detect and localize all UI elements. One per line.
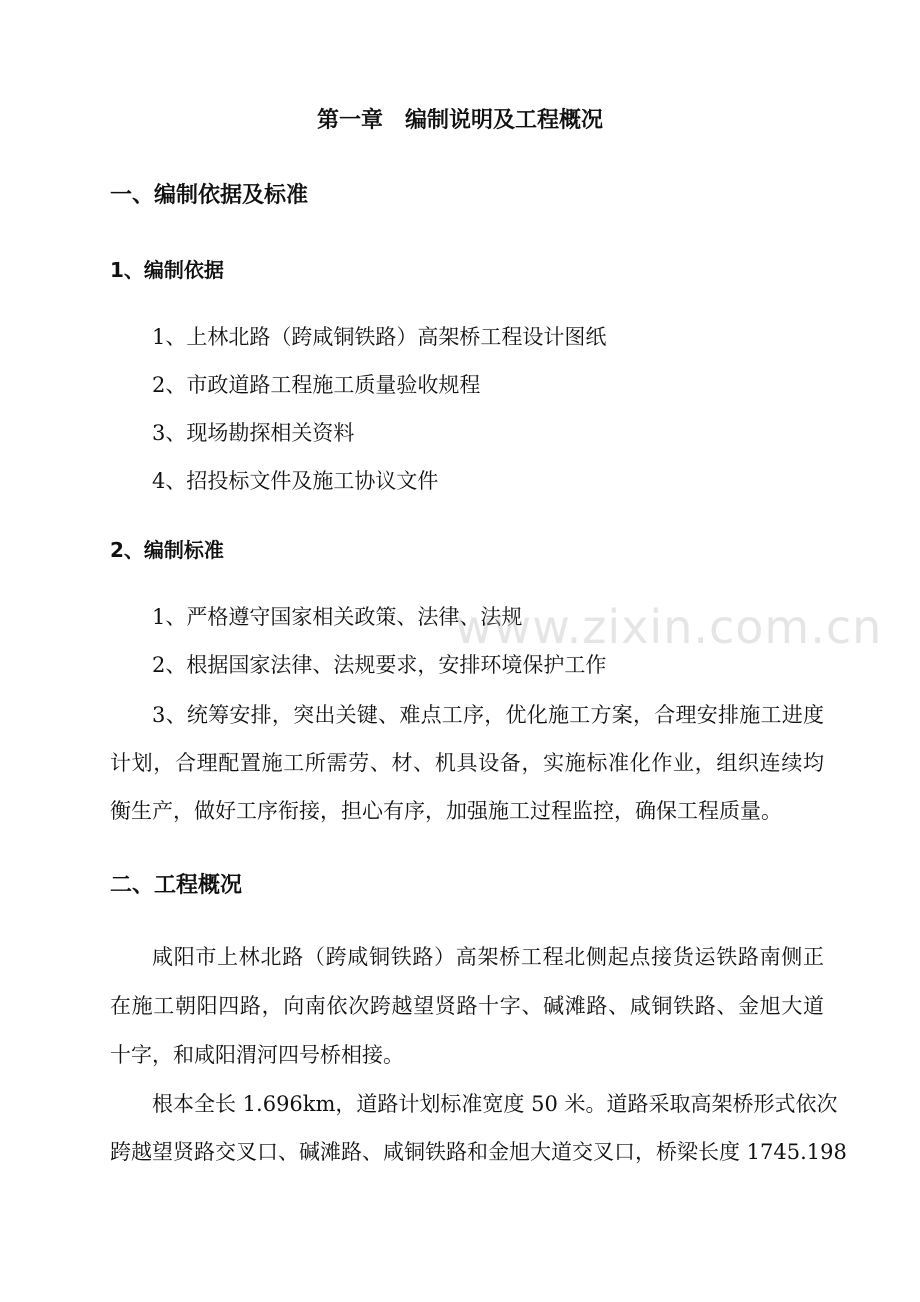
chapter-title: 第一章 编制说明及工程概况 [316, 108, 603, 133]
paragraph-line: 计划，合理配置施工所需劳、材、机具设备，实施标准化作业，组织连续均 [110, 751, 824, 775]
list-item: 2、根据国家法律、法规要求，安排环境保护工作 [152, 653, 607, 677]
list-item: 3、现场勘探相关资料 [152, 421, 355, 445]
list-item: 1、上林北路（跨咸铜铁路）高架桥工程设计图纸 [152, 325, 607, 349]
list-item: 1、严格遵守国家相关政策、法律、法规 [152, 605, 523, 629]
subsection-heading-standard: 2、编制标准 [110, 538, 224, 562]
section-heading-2: 二、工程概况 [110, 873, 243, 898]
list-item: 4、招投标文件及施工协议文件 [152, 469, 439, 493]
paragraph-line: 咸阳市上林北路（跨咸铜铁路）高架桥工程北侧起点接货运铁路南侧正 [152, 945, 824, 969]
paragraph-line: 十字，和咸阳渭河四号桥相接。 [110, 1043, 404, 1067]
paragraph-line: 3、统筹安排，突出关键、难点工序，优化施工方案，合理安排施工进度 [152, 703, 824, 727]
paragraph-line: 跨越望贤路交叉口、碱滩路、咸铜铁路和金旭大道交叉口，桥梁长度 1745.198 [110, 1140, 847, 1164]
subsection-heading-basis: 1、编制依据 [110, 258, 224, 282]
paragraph-line: 衡生产，做好工序衔接，担心有序，加强施工过程监控，确保工程质量。 [110, 799, 782, 823]
paragraph-line: 根本全长 1.696km，道路计划标准宽度 50 米。道路采取高架桥形式依次 [152, 1092, 838, 1116]
watermark: www.zixin.com.cn [455, 600, 883, 654]
section-heading-1: 一、编制依据及标准 [110, 183, 309, 208]
list-item: 2、市政道路工程施工质量验收规程 [152, 373, 481, 397]
paragraph-line: 在施工朝阳四路，向南依次跨越望贤路十字、碱滩路、咸铜铁路、金旭大道 [110, 994, 824, 1018]
